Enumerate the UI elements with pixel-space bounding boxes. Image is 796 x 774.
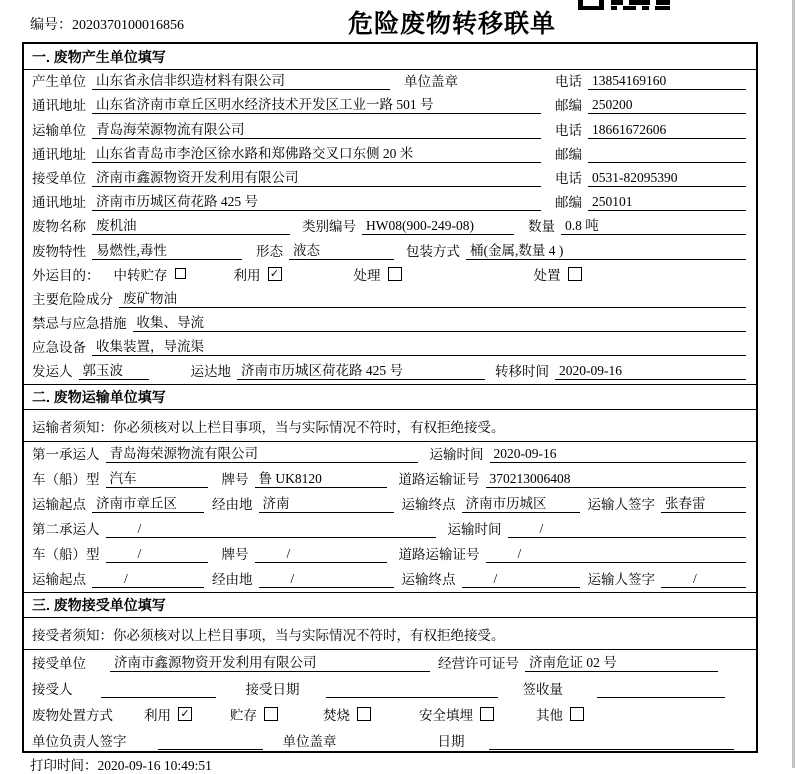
purpose-option-transfer-storage	[114, 264, 186, 284]
packaging-value: 桶(金属,数量 4 )	[466, 239, 746, 260]
producer-phone-value: 13854169160	[588, 73, 746, 90]
second-carrier-value: /	[106, 521, 436, 538]
serial-label: 编号：	[30, 18, 72, 33]
first-carrier-value: 青岛海荣源物流有限公司	[106, 442, 418, 463]
emergency-equipment-row	[24, 336, 756, 360]
second-permit-value: /	[486, 546, 747, 563]
checkbox-label: 处理	[353, 267, 381, 283]
checkbox-icon	[568, 267, 582, 281]
print-time-label: 打印时间：	[30, 758, 98, 773]
transporter-address-value: 山东省青岛市李沧区徐水路和郑佛路交叉口东侧 20 米	[92, 142, 541, 163]
carrier-sign-label: 运输人签字	[587, 497, 655, 513]
head-signature-row	[24, 728, 756, 754]
unit-seal-label: 单位盖章	[282, 734, 337, 750]
transfer-time-label: 转移时间	[495, 364, 549, 380]
checkbox-label: 贮存	[230, 708, 257, 724]
producer-zip-label: 邮编	[555, 98, 582, 114]
purpose-option-dispose	[534, 264, 582, 284]
route-via-label: 经由地	[212, 572, 253, 588]
transport-time-label: 运输时间	[447, 522, 502, 538]
producer-phone-label: 电话	[555, 74, 582, 90]
road-permit-label: 道路运输证号	[398, 547, 480, 563]
producer-zip-value: 250200	[588, 97, 746, 114]
disposal-option-other	[536, 704, 584, 724]
print-time-value: 2020-09-16 10:49:51	[97, 758, 212, 773]
second-end-value: /	[462, 571, 580, 588]
transporter-phone-value: 18661672606	[588, 122, 746, 139]
checkbox-checked-icon: ✓	[268, 267, 282, 281]
producer-address-value: 山东省济南市章丘区明水经济技术开发区工业一路 501 号	[92, 93, 541, 114]
emergency-equipment-value: 收集装置，导流渠	[92, 335, 746, 356]
checkbox-label: 处置	[533, 267, 561, 283]
print-time-line	[30, 754, 212, 774]
receiver-zip-value: 250101	[588, 194, 746, 211]
head-signature-value	[158, 735, 263, 750]
transfer-time-value: 2020-09-16	[555, 363, 746, 380]
recipient-label: 接受人	[32, 682, 73, 698]
producer-label: 产生单位	[32, 74, 86, 90]
waste-trait-value: 易燃性,毒性	[92, 239, 242, 260]
address-label: 通讯地址	[32, 146, 86, 162]
second-via-value: /	[259, 571, 394, 588]
first-vehicle-value: 汽车	[106, 467, 208, 488]
checkbox-icon	[480, 707, 494, 721]
checkbox-icon	[570, 707, 584, 721]
signed-amount-value	[597, 683, 725, 698]
disposal-option-utilize	[144, 704, 192, 724]
taboo-measures-row	[24, 312, 756, 336]
disposal-option-store	[230, 704, 278, 724]
waste-name-label: 废物名称	[32, 219, 86, 235]
page-edge-shadow	[792, 0, 795, 768]
receiver-label: 接受单位	[32, 170, 86, 186]
hazard-component-label: 主要危险成分	[32, 291, 113, 307]
transporter-notice: 运输者须知：你必须核对以上栏目事项，当与实际情况不符时，有权拒绝接受。	[24, 410, 756, 442]
receiver-address-value: 济南市历城区荷花路 425 号	[92, 190, 541, 211]
first-route-row	[24, 492, 756, 517]
vehicle-type-label: 车（船）型	[32, 547, 100, 563]
address-label: 通讯地址	[32, 98, 86, 114]
checkbox-icon	[357, 707, 371, 721]
second-origin-value: /	[92, 571, 204, 588]
checkbox-label: 利用	[144, 708, 171, 724]
road-permit-label: 道路运输证号	[398, 472, 480, 488]
transporter-row	[24, 118, 756, 142]
hazard-component-row	[24, 288, 756, 312]
producer-address-row	[24, 94, 756, 118]
checkbox-label: 安全填埋	[419, 708, 473, 724]
accept-unit-value: 济南市鑫源物资开发利用有限公司	[110, 651, 430, 672]
first-plate-value: 鲁 UK8120	[255, 467, 387, 488]
checkbox-label: 中转贮存	[113, 267, 168, 283]
purpose-option-treat	[354, 264, 402, 284]
producer-value: 山东省永信非织造材料有限公司	[92, 69, 390, 90]
checkbox-label: 焚烧	[323, 708, 350, 724]
first-sign-value: 张春雷	[661, 492, 746, 513]
serial-number-line	[30, 14, 184, 34]
transporter-label: 运输单位	[32, 122, 86, 138]
second-plate-value: /	[255, 546, 387, 563]
route-end-label: 运输终点	[401, 572, 456, 588]
seal-date-label: 日期	[437, 734, 465, 750]
checkbox-icon	[264, 707, 278, 721]
receive-date-value	[326, 683, 498, 698]
waste-trait-label: 废物特性	[32, 243, 86, 259]
checkbox-icon	[175, 268, 186, 279]
destination-label: 运达地	[190, 364, 231, 380]
second-vehicle-row	[24, 542, 756, 567]
recipient-row	[24, 676, 756, 702]
producer-seal-label: 单位盖章	[404, 74, 458, 90]
section2-header: 二. 废物运输单位填写	[24, 384, 756, 410]
shipper-value: 郭玉波	[79, 359, 149, 380]
transfer-form-table	[22, 42, 758, 753]
waste-name-row	[24, 215, 756, 239]
transporter-phone-label: 电话	[555, 122, 582, 138]
packaging-label: 包装方式	[406, 243, 460, 259]
waste-code-label: 类别编号	[302, 219, 356, 235]
page-title: 危险废物转移联单	[347, 10, 556, 38]
shipper-label: 发运人	[32, 364, 73, 380]
plate-label: 牌号	[221, 547, 249, 563]
emergency-equipment-label: 应急设备	[32, 340, 86, 356]
route-via-label: 经由地	[212, 497, 253, 513]
first-permit-value: 370213006408	[486, 471, 747, 488]
first-carrier-label: 第一承运人	[32, 447, 100, 463]
second-carrier-time-value: /	[508, 521, 747, 538]
disposal-option-incinerate	[323, 704, 371, 724]
producer-row	[24, 70, 756, 94]
head-signature-label: 单位负责人签字	[32, 734, 127, 750]
destination-value: 济南市历城区荷花路 425 号	[237, 359, 485, 380]
transport-time-label: 运输时间	[429, 447, 484, 463]
recipient-value	[101, 683, 216, 698]
transporter-zip-label: 邮编	[555, 146, 582, 162]
receiver-notice: 接受者须知：你必须核对以上栏目事项，当与实际情况不符时，有权拒绝接受。	[24, 618, 756, 650]
second-route-row	[24, 567, 756, 592]
second-sign-value: /	[661, 571, 746, 588]
route-end-label: 运输终点	[401, 497, 456, 513]
address-label: 通讯地址	[32, 195, 86, 211]
first-via-value: 济南	[259, 492, 394, 513]
receiver-zip-label: 邮编	[555, 195, 582, 211]
quantity-label: 数量	[528, 219, 555, 235]
qr-code-fragment	[578, 0, 670, 10]
transporter-value: 青岛海荣源物流有限公司	[92, 118, 541, 139]
form-state-value: 液态	[289, 239, 394, 260]
transfer-purpose-label: 外运目的：	[32, 267, 100, 283]
second-carrier-row	[24, 517, 756, 542]
first-carrier-time-value: 2020-09-16	[490, 446, 747, 463]
route-origin-label: 运输起点	[32, 572, 86, 588]
receive-date-label: 接受日期	[245, 682, 300, 698]
carrier-sign-label: 运输人签字	[587, 572, 655, 588]
signed-amount-label: 签收量	[522, 682, 563, 698]
section1-header: 一. 废物产生单位填写	[24, 44, 756, 70]
disposal-method-label: 废物处置方式	[32, 708, 113, 724]
plate-label: 牌号	[221, 472, 249, 488]
receiver-address-row	[24, 191, 756, 215]
purpose-option-utilize	[234, 264, 282, 284]
transfer-purpose-row	[24, 264, 756, 288]
receiver-value: 济南市鑫源物资开发利用有限公司	[92, 166, 541, 187]
waste-trait-row	[24, 239, 756, 263]
seal-date-value	[489, 735, 735, 750]
first-end-value: 济南市历城区	[462, 492, 580, 513]
disposal-option-landfill	[419, 704, 494, 724]
disposal-method-row	[24, 702, 756, 728]
route-origin-label: 运输起点	[32, 497, 86, 513]
taboo-measures-value: 收集、导流	[133, 311, 747, 332]
accept-unit-label: 接受单位	[32, 656, 86, 672]
waste-code-value: HW08(900-249-08)	[362, 218, 514, 235]
license-value: 济南危证 02 号	[525, 651, 718, 672]
checkbox-icon	[388, 267, 402, 281]
shipper-row	[24, 360, 756, 384]
second-vehicle-value: /	[106, 546, 208, 563]
receiver-phone-value: 0531-82095390	[588, 170, 746, 187]
license-label: 经营许可证号	[438, 656, 519, 672]
serial-number: 2020370100016856	[72, 18, 184, 33]
checkbox-label: 利用	[233, 267, 261, 283]
second-carrier-label: 第二承运人	[32, 522, 100, 538]
taboo-measures-label: 禁忌与应急措施	[32, 316, 127, 332]
first-vehicle-row	[24, 467, 756, 492]
receiver-phone-label: 电话	[555, 170, 582, 186]
checkbox-label: 其他	[536, 708, 563, 724]
form-state-label: 形态	[256, 243, 283, 259]
first-carrier-row	[24, 442, 756, 467]
waste-name-value: 废机油	[92, 214, 290, 235]
transporter-zip-value	[588, 148, 746, 163]
accept-unit-row	[24, 650, 756, 676]
checkbox-checked-icon: ✓	[178, 707, 192, 721]
vehicle-type-label: 车（船）型	[32, 472, 100, 488]
transporter-address-row	[24, 143, 756, 167]
hazard-component-value: 废矿物油	[119, 287, 746, 308]
first-origin-value: 济南市章丘区	[92, 492, 204, 513]
receiver-row	[24, 167, 756, 191]
section3-header: 三. 废物接受单位填写	[24, 592, 756, 618]
quantity-value: 0.8 吨	[561, 214, 746, 235]
